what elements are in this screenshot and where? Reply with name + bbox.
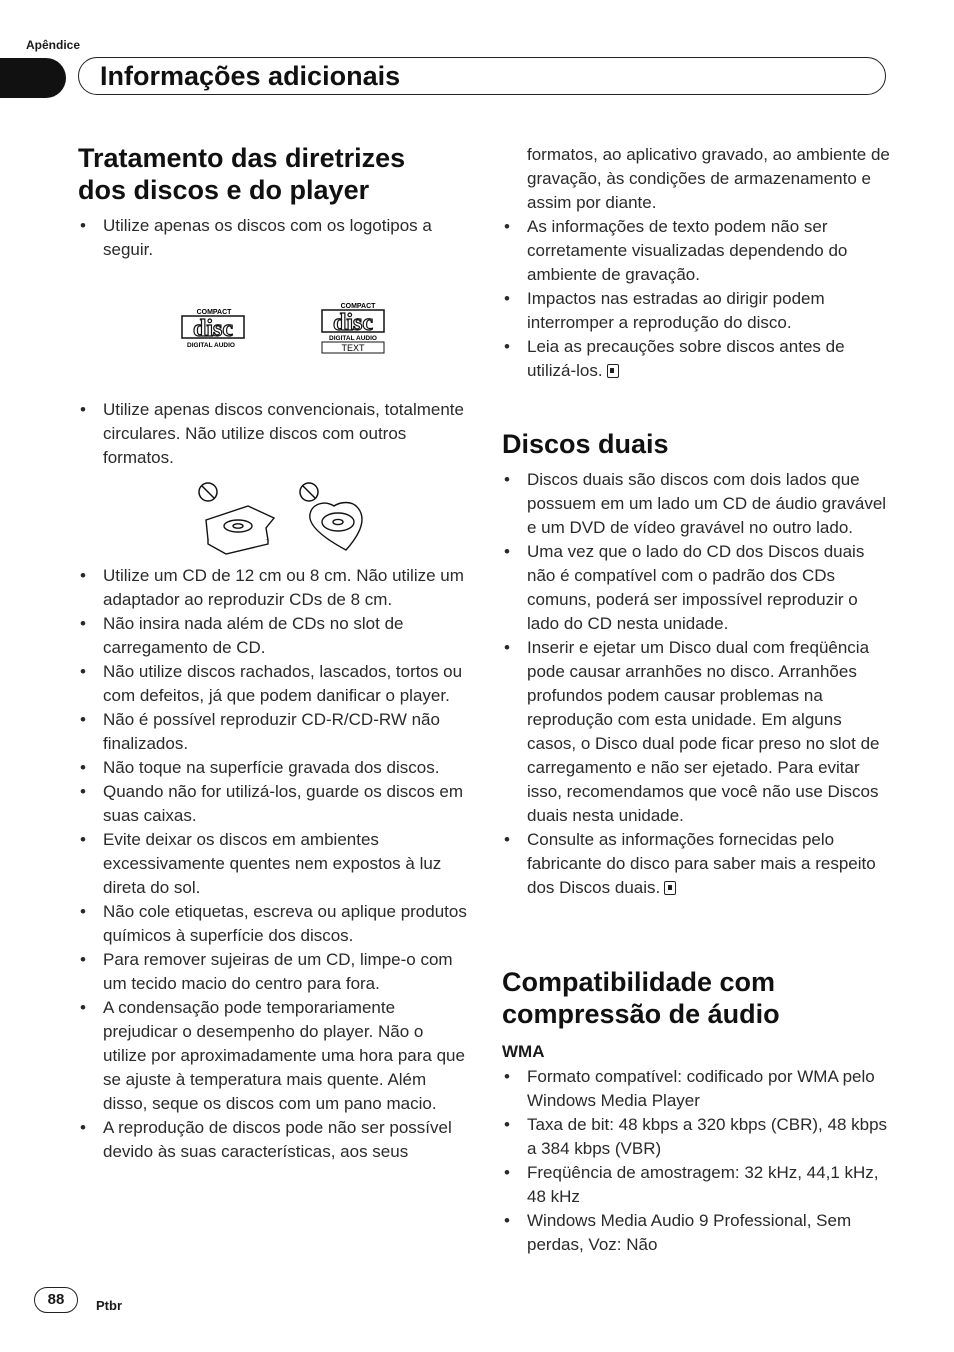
list-item: • Formato compatível: codificado por WMA pelo Windows Media Player <box>502 1065 894 1113</box>
list-item: • As informações de texto podem não ser corretamente visualizadas dependendo do ambiente de gravação. <box>502 215 894 287</box>
heading-dual-discs: Discos duais <box>502 429 669 459</box>
list-item: • Para remover sujeiras de um CD, limpe-o com um tecido macio do centro para fora. <box>78 948 470 996</box>
list-item-text: Consulte as informações fornecidas pelo fabricante do disco para saber mais a respeito dos Discos duais. <box>527 830 876 897</box>
list-item: • Utilize um CD de 12 cm ou 8 cm. Não utilize um adaptador ao reproduzir CDs de 8 cm. <box>78 564 470 612</box>
list-item: • Não é possível reproduzir CD-R/CD-RW não finalizados. <box>78 708 470 756</box>
list-item-text: Leia as precauções sobre discos antes de utilizá-los. <box>527 337 845 380</box>
end-of-section-icon <box>607 364 619 378</box>
list-item: • Freqüência de amostragem: 32 kHz, 44,1 kHz, 48 kHz <box>502 1161 894 1209</box>
list-item: • Taxa de bit: 48 kbps a 320 kbps (CBR), 48 kbps a 384 kbps (VBR) <box>502 1113 894 1161</box>
heading-audio-compression: Compatibilidade com compressão de áudio <box>502 967 780 1029</box>
list-item: • Windows Media Audio 9 Professional, Sem perdas, Voz: Não <box>502 1209 894 1257</box>
logo-digital-audio-text: DIGITAL AUDIO <box>187 342 235 349</box>
section-tab <box>0 58 66 98</box>
compact-disc-logo <box>178 296 250 352</box>
list-item: • Utilize apenas os discos com os logotipos a seguir. <box>78 214 470 262</box>
dual-discs-list <box>502 468 894 900</box>
list-item: • Uma vez que o lado do CD dos Discos duais não é compatível com o padrão dos CDs comuns, poderá ser impossível reproduzir o lado do CD nesta unidade. <box>502 540 894 636</box>
list-item: • Impactos nas estradas ao dirigir podem interromper a reprodução do disco. <box>502 287 894 335</box>
continued-paragraph: formatos, ao aplicativo gravado, ao ambiente de gravação, às condições de armazenamento e assim por diante. <box>527 145 890 212</box>
disc-care-list-continued <box>502 215 894 383</box>
disc-care-list <box>78 564 470 1164</box>
intro-list <box>78 214 470 262</box>
list-item: • Utilize apenas discos convencionais, totalmente circulares. Não utilize discos com outros formatos. <box>78 398 470 470</box>
svg-text:disc: disc <box>192 316 234 342</box>
list-item: • Evite deixar os discos em ambientes excessivamente quentes nem expostos à luz direta do sol. <box>78 828 470 900</box>
list-item <box>502 828 894 900</box>
page-number: 88 <box>34 1287 78 1313</box>
list-item: • Discos duais são discos com dois lados que possuem em um lado um CD de áudio gravável e um DVD de vídeo gravável no outro lado. <box>502 468 894 540</box>
logo-digital-audio-text: DIGITAL AUDIO <box>329 335 377 342</box>
compact-disc-text-logo <box>318 296 390 358</box>
list-item <box>502 335 894 383</box>
wma-list <box>502 1065 894 1257</box>
list-item: • Não utilize discos rachados, lascados, tortos ou com defeitos, já que podem danificar o player. <box>78 660 470 708</box>
list-item: • Não cole etiquetas, escreva ou aplique produtos químicos à superfície dos discos. <box>78 900 470 948</box>
logo-text-badge: TEXT <box>341 343 365 353</box>
svg-text:disc: disc <box>332 310 374 336</box>
end-of-section-icon <box>664 881 676 895</box>
subheading-wma: WMA <box>502 1042 545 1061</box>
list-item: • Quando não for utilizá-los, guarde os discos em suas caixas. <box>78 780 470 828</box>
shape-list <box>78 398 470 470</box>
list-item: • A condensação pode temporariamente prejudicar o desempenho do player. Não o utilize por aproximadamente uma hora para que se ajuste à temperatura mais quente. Além disso, seque os discos com um pano macio. <box>78 996 470 1116</box>
list-item: • A reprodução de discos pode não ser possível devido às suas características, aos seus <box>78 1116 470 1164</box>
language-code: Ptbr <box>96 1298 122 1313</box>
list-item: • Não insira nada além de CDs no slot de carregamento de CD. <box>78 612 470 660</box>
odd-shaped-discs-illustration <box>196 480 376 556</box>
logo-compact-text: COMPACT <box>340 303 376 310</box>
list-item: • Inserir e ejetar um Disco dual com freqüência pode causar arranhões no disco. Arranhões profundos podem causar problemas na reprodução com esta unidade. Em alguns casos, o Disco dual pode ficar preso no slot de carregamento e não ser ejetado. Para evitar isso, recomendamos que você não use Discos duais nesta unidade. <box>502 636 894 828</box>
list-item: • Não toque na superfície gravada dos discos. <box>78 756 470 780</box>
heading-disc-guidelines: Tratamento das diretrizes dos discos e do player <box>78 143 406 205</box>
section-label: Apêndice <box>26 38 81 52</box>
logo-compact-text: COMPACT <box>196 309 232 316</box>
page-title: Informações adicionais <box>100 61 401 91</box>
